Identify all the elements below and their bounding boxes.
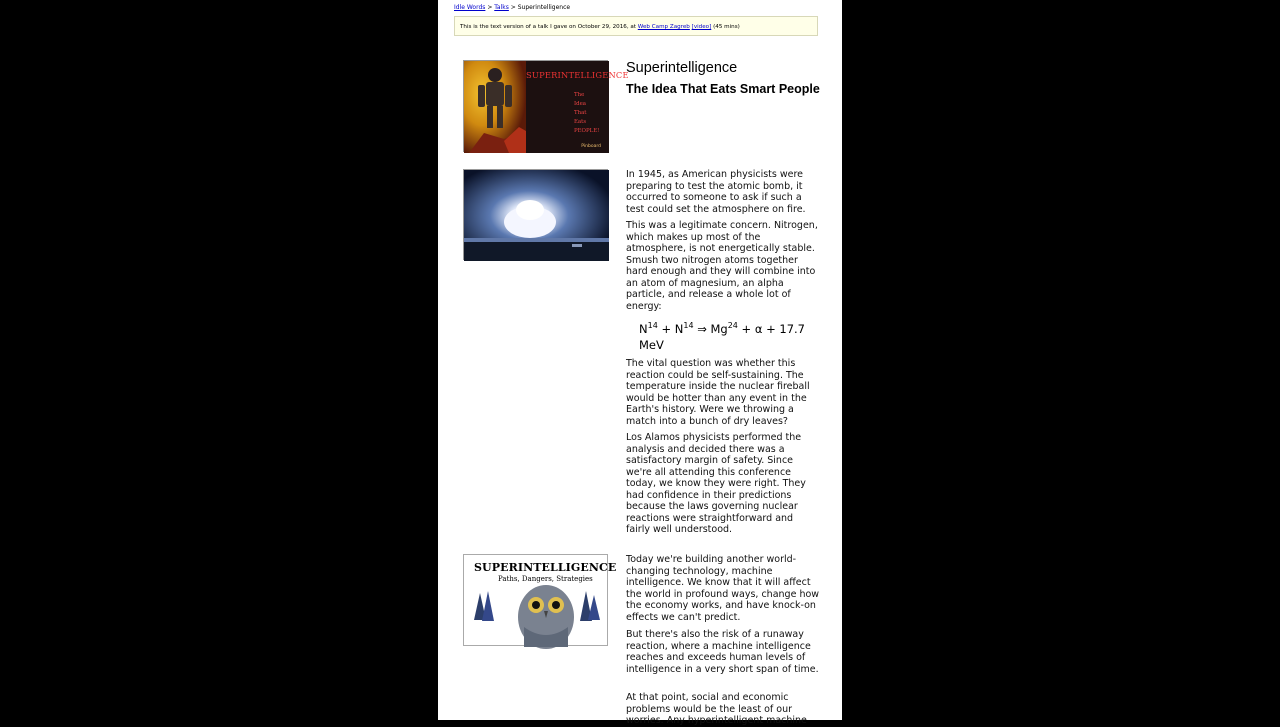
book-subtitle: Paths, Dangers, Strategies <box>498 575 593 583</box>
event-link[interactable]: Web Camp Zagreb <box>637 24 690 30</box>
paragraph: At that point, social and economic problems would be the least of our worries. Any hyperintelligent machine <box>626 692 807 726</box>
slide-credit: Pinboard <box>581 144 601 149</box>
paragraph: The vital question was whether this reaction could be self-sustaining. The temperature inside the nuclear fireball would be hotter than any event in the Earth's history. Were we throwing a match into a bunch of dry leaves? <box>626 358 810 427</box>
page-title: Superintelligence <box>626 60 738 76</box>
breadcrumb-separator: > <box>508 4 518 11</box>
slide-side-text: The Idea That Eats PEOPLE! <box>574 92 600 134</box>
article-page <box>438 0 842 726</box>
paragraph: Los Alamos physicists performed the analysis and decided there was a satisfactory margin of safety. Since we're all attending this conference today, we know they were right. They had confidence in their predictions because the laws governing nuclear reactions were straightforward and fairly well understood. <box>626 432 806 535</box>
breadcrumb-separator: > <box>485 4 495 11</box>
slide-title: SUPERINTELLIGENCE <box>526 70 629 80</box>
paragraph: But there's also the risk of a runaway reaction, where a machine intelligence reaches and exceeds human levels of intelligence in a very short span of time. <box>626 629 819 675</box>
breadcrumb-home-link[interactable]: Idle Words <box>454 4 486 11</box>
page-subtitle: The Idea That Eats Smart People <box>626 82 820 96</box>
fireball-image <box>464 170 609 261</box>
book-title: SUPERINTELLIGENCE <box>474 561 617 574</box>
paragraph: This was a legitimate concern. Nitrogen, which makes up most of the atmosphere, is not energetically stable. Smush two nitrogen atoms together hard enough and they will combine into an atom of magnesium, an alpha particle, and release a whole lot of energy: <box>626 220 818 312</box>
slide-book-cover <box>463 554 617 646</box>
note-duration: (45 mins) <box>711 24 740 30</box>
owl-illustration <box>464 555 609 647</box>
breadcrumb-talks-link[interactable]: Talks <box>494 4 509 11</box>
paragraph: Today we're building another world-changing technology, machine intelligence. We know that it will affect the world in profound ways, change how the economy works, and have knock-on effects we can't predict. <box>626 554 820 623</box>
slide-trinity-test <box>463 169 608 260</box>
talk-note-box <box>454 16 818 36</box>
note-text: This is the text version of a talk I gave on October 29, 2016, at <box>460 24 638 30</box>
breadcrumb <box>454 4 570 11</box>
paragraph: In 1945, as American physicists were preparing to test the atomic bomb, it occurred to someone to ask if such a test could set the atmosphere on fire. <box>626 169 806 215</box>
breadcrumb-current: Superintelligence <box>517 4 571 11</box>
nuclear-reaction-formula: $N^{14} + N^{14}$ ⇒ $Mg^{24} + \alpha + 17.7$ MeV <box>639 321 805 352</box>
video-link[interactable]: [video] <box>691 24 712 30</box>
slide-robot-poster <box>463 60 629 152</box>
